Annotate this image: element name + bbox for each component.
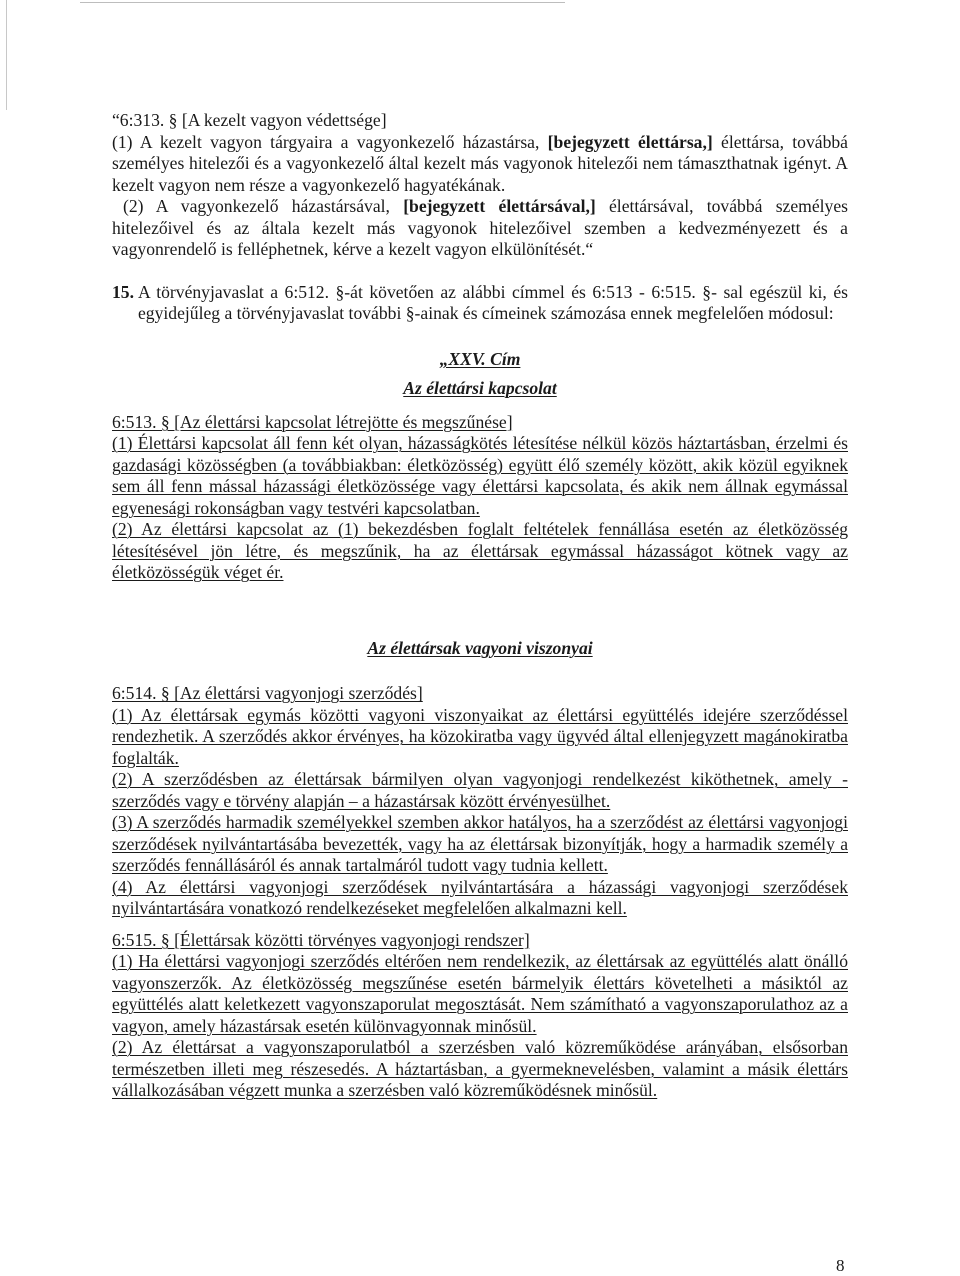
section-514-heading: 6:514. § [Az élettársi vagyonjogi szerződés] (112, 683, 423, 703)
section-313-paragraph-2: (2) A vagyonkezelő házastársával, [bejegyzett élettársával,] élettársával, továbbá személyes hitelezőivel és az általa kezelt más vagyonok hitelezőivel szemben a kedvezményezett és a vagyonrendelő is felléphetnek, kérve a kezelt vagyon elkülönítését.“ (112, 196, 849, 259)
scan-edge-left (6, 0, 7, 110)
scan-edge-top (80, 2, 565, 3)
struck-bold-text: [bejegyzett élettársával,] (403, 196, 596, 216)
section-514-paragraph-2: (2) A szerződésben az élettársak bármilyen olyan vagyonjogi rendelkezést kiköthetnek, amely -szerződés vagy e törvény alapján – a házastársak között érvényesülhet. (112, 769, 848, 811)
section-313-heading: “6:313. § [A kezelt vagyon védettsége] (112, 110, 387, 130)
amendment-15 (112, 282, 848, 325)
amendment-number: 15. (112, 281, 134, 302)
section-515-heading: 6:515. § [Élettársak közötti törvényes vagyonjogi rendszer] (112, 929, 530, 950)
section-515-paragraph-1: (1) Ha élettársi vagyonjogi szerződés eltérően nem rendelkezik, az élettársak az együttélés alatt önálló vagyonszerzők. Az életközösség megszűnése esetén bármelyik élettárs követelheti a másiktól az együttélés alatt keletkezett vagyonszaporulat megosztását. Nem számítható a vagyonszaporulathoz az a vagyon, amely házastársak esetén különvagyonnak minősül. (112, 951, 848, 1036)
document-page (112, 110, 848, 1102)
chapter-subtitle: Az élettársi kapcsolat (403, 378, 557, 398)
section-513-heading: 6:513. § [Az élettársi kapcsolat létrejötte és megszűnése] (112, 411, 513, 432)
section-515-paragraph-2: (2) Az élettársat a vagyonszaporulatból a szerzésben való közreműködése arányában, elsősorban természetben illeti meg részesedés. A háztartásban, a gyermeknevelésben, valamint a másik élettárs vállalkozásában végzett munka a szerzésben való közreműködésnek minősül. (112, 1037, 848, 1100)
amendment-text: A törvényjavaslat a 6:512. §-át követően az alábbi címmel és 6:513 - 6:515. §- sal egészül ki, és egyidejűleg a törvényjavaslat további §-ainak és címeinek számozása ennek megfelelően módosul: (138, 281, 848, 323)
section-513-paragraph-1: (1) Élettársi kapcsolat áll fenn két olyan, házasságkötés létesítése nélkül közös háztartásban, érzelmi és gazdasági közösségben (a továbbiakban: életközösség) együtt élő személy között, akik közül egyiknek sem áll fenn mással házassági életközössége vagy élettársi kapcsolata, és akik nem állnak egymással egyenesági rokonságban vagy testvéri kapcsolatban. (112, 433, 848, 518)
section-313-paragraph-1: (1) A kezelt vagyon tárgyaira a vagyonkezelő házastársa, [bejegyzett élettársa,] élettársa, továbbá személyes hitelezői és a vagyonkezelő által kezelt más vagyonok hitelezői nem támaszthatnak igényt. A kezelt vagyon nem része a vagyonkezelő hagyatékának. (112, 131, 848, 195)
page-number: 8 (836, 1256, 845, 1275)
chapter-title: „XXV. Cím (439, 348, 521, 369)
section-514-paragraph-4: (4) Az élettársi vagyonjogi szerződések nyilvántartására a házassági vagyonjogi szerződések nyilvántartására vonatkozó rendelkezéseket megfelelően alkalmazni kell. (112, 876, 848, 918)
section-heading-property-relations: Az élettársak vagyoni viszonyai (367, 637, 593, 658)
section-513-paragraph-2: (2) Az élettársi kapcsolat az (1) bekezdésben foglalt feltételek fennállása esetén az életközösség létesítésével jön létre, és megszűnik, ha az élettársak egymással házasságot kötnek vagy az életközösségük véget ér. (112, 519, 848, 582)
section-514-paragraph-3: (3) A szerződés harmadik személyekkel szemben akkor hatályos, ha a szerződést az élettársi vagyonjogi szerződések nyilvántartásába bevezették, vagy ha az élettársak bizonyítják, hogy a harmadik személy a szerződés fennállásáról és annak tartalmáról tudott vagy tudnia kellett. (112, 812, 848, 875)
section-514-paragraph-1: (1) Az élettársak egymás közötti vagyoni viszonyaikat az élettársi együttélés idejére szerződéssel rendezhetik. A szerződés akkor érvényes, ha közokiratba vagy ügyvéd által ellenjegyzett magánokiratba foglalták. (112, 704, 848, 768)
struck-bold-text: [bejegyzett élettársa,] (547, 131, 713, 152)
